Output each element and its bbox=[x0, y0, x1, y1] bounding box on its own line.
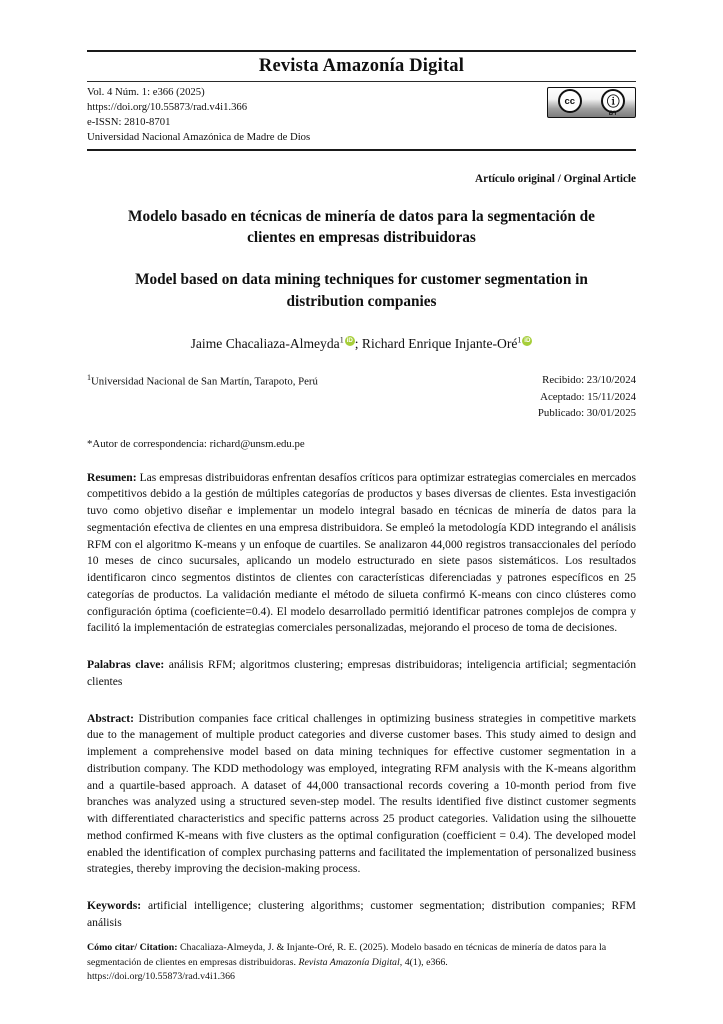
resumen-section bbox=[87, 470, 636, 638]
resumen-text: Las empresas distribuidoras enfrentan desafíos críticos para optimizar estrategias comerciales en mercados competitivos debido a la gestión de múltiples categorías de productos y bases diversas de clientes. Esta investigación tuvo como objetivo diseñar e implementar un modelo integral basado en técnicas de minería de datos para la segmentación efectiva de clientes en una empresa distribuidora. Se empleó la metodología KDD integrando el análisis RFM con el algoritmo K-means y un enfoque de cuartiles. Se analizaron 44,000 registros transaccionales del período 10 meses de cinco sucursales, aplicando un modelo estructurado en siete pasos sistemáticos. Los resultados identificaron cinco segmentos distintos de clientes con características diferenciadas y patrones específicos en 25 categorías de productos. La validación mediante el método de silueta confirmó K-means con cinco clústeres como configuración óptima (coeficiente=0.4). El modelo desarrollado permitió identificar patrones complejos de compra y facilitó la implementación de estrategias comerciales personalizadas, mejorando el proceso de toma de decisiones. bbox=[87, 470, 636, 635]
author-affil-marker-1: 1 bbox=[339, 335, 344, 345]
date-received: Recibido: 23/10/2024 bbox=[542, 374, 636, 387]
author-name-2: Richard Enrique Injante-Oré bbox=[361, 335, 518, 351]
date-accepted: Aceptado: 15/11/2024 bbox=[540, 390, 636, 403]
citation-label: Cómo citar/ Citation: bbox=[87, 942, 178, 953]
cc-attribution-person-icon: ⓘ bbox=[601, 89, 625, 113]
affiliation-dates-row bbox=[87, 372, 636, 421]
masthead-rule-bottom bbox=[87, 149, 636, 151]
publication-dates bbox=[538, 372, 636, 421]
doi-line[interactable]: https://doi.org/10.55873/rad.v4i1.366 bbox=[87, 101, 248, 114]
cc-circle-icon: cc bbox=[558, 89, 582, 113]
issn-line: e-ISSN: 2810-8701 bbox=[87, 116, 171, 129]
citation-doi[interactable]: https://doi.org/10.55873/rad.v4i1.366 bbox=[87, 971, 235, 983]
author-separator: ; bbox=[354, 335, 362, 351]
citation-part1: Chacaliaza-Almeyda, J. & Injante-Oré, R. E. (2025). Modelo basado en técnicas de minería de datos para la segmentación de clientes en empresas distribuidoras. bbox=[87, 942, 607, 968]
abstract-section bbox=[87, 711, 636, 879]
author-name-1: Jaime Chacaliaza-Almeyda bbox=[190, 335, 340, 351]
orcid-icon[interactable] bbox=[345, 336, 355, 346]
how-to-cite-footer bbox=[87, 941, 636, 985]
abstract-label: Abstract: bbox=[87, 711, 135, 725]
affiliation-marker: 1 bbox=[87, 373, 91, 383]
palabras-clave-section bbox=[87, 657, 636, 691]
keywords-label: Keywords: bbox=[87, 899, 142, 913]
affiliation-text: Universidad Nacional de San Martín, Tarapoto, Perú bbox=[91, 375, 318, 388]
journal-title: Revista Amazonía Digital bbox=[258, 56, 465, 76]
cc-logo-section bbox=[548, 88, 592, 117]
abstract-text: Distribution companies face critical challenges in optimizing business strategies in competitive markets due to the management of multiple product categories and diverse customer bases. This study aimed to design and implement a comprehensive model based on data mining techniques for effective customer segmentation in a distribution company. The KDD methodology was employed, integrating RFM analysis with the K-means algorithm and a quartile-based approach. A dataset of 44,000 transactional records covering a 10-month period from five branches was analyzed using a structured seven-step model. The results identified five distinct customer segments with differentiated characteristics and specific patterns across 25 product categories. Validation using the silhouette method confirmed K-means with five clusters as the optimal configuration (coefficient = 0.4). The developed model enabled the identification of complex purchasing patterns and facilitated the implementation of personalized business strategies, thereby improving the decision-making process. bbox=[87, 711, 636, 876]
creative-commons-license-icon[interactable] bbox=[547, 87, 636, 118]
masthead-identifiers bbox=[87, 85, 487, 145]
palabras-clave-text: análisis RFM; algoritmos clustering; empresas distribuidoras; inteligencia artificial; segmentación clientes bbox=[87, 658, 636, 688]
cc-by-label: BY bbox=[608, 111, 618, 118]
masthead-body bbox=[87, 82, 636, 148]
keywords-text: artificial intelligence; clustering algorithms; customer segmentation; distribution companies; RFM análisis bbox=[87, 899, 636, 929]
corresponding-author-line[interactable]: *Autor de correspondencia: richard@unsm.edu.pe bbox=[87, 437, 305, 450]
orcid-icon[interactable] bbox=[522, 336, 532, 346]
author-list bbox=[87, 335, 636, 353]
keywords-section bbox=[87, 898, 636, 932]
page-title-english: Model based on data mining techniques for customer segmentation in distribution companies bbox=[135, 271, 588, 310]
affiliation-block bbox=[87, 372, 387, 390]
citation-part2: , 4(1), e366. bbox=[399, 956, 448, 968]
resumen-label: Resumen: bbox=[87, 470, 137, 484]
citation-journal-name: Revista Amazonía Digital bbox=[298, 956, 400, 968]
date-published: Publicado: 30/01/2025 bbox=[537, 407, 636, 420]
author-affil-marker-2: 1 bbox=[517, 335, 522, 345]
article-type-label: Artículo original / Orginal Article bbox=[475, 173, 636, 186]
page-title: Modelo basado en técnicas de minería de datos para la segmentación de clientes en empresas distribuidoras bbox=[128, 208, 595, 247]
palabras-clave-label: Palabras clave: bbox=[87, 658, 165, 672]
masthead-rule-top bbox=[87, 50, 636, 52]
cc-by-section bbox=[592, 88, 636, 117]
volume-line: Vol. 4 Núm. 1: e366 (2025) bbox=[87, 86, 205, 99]
publisher-line: Universidad Nacional Amazónica de Madre de Dios bbox=[87, 131, 311, 144]
journal-masthead bbox=[87, 50, 636, 151]
